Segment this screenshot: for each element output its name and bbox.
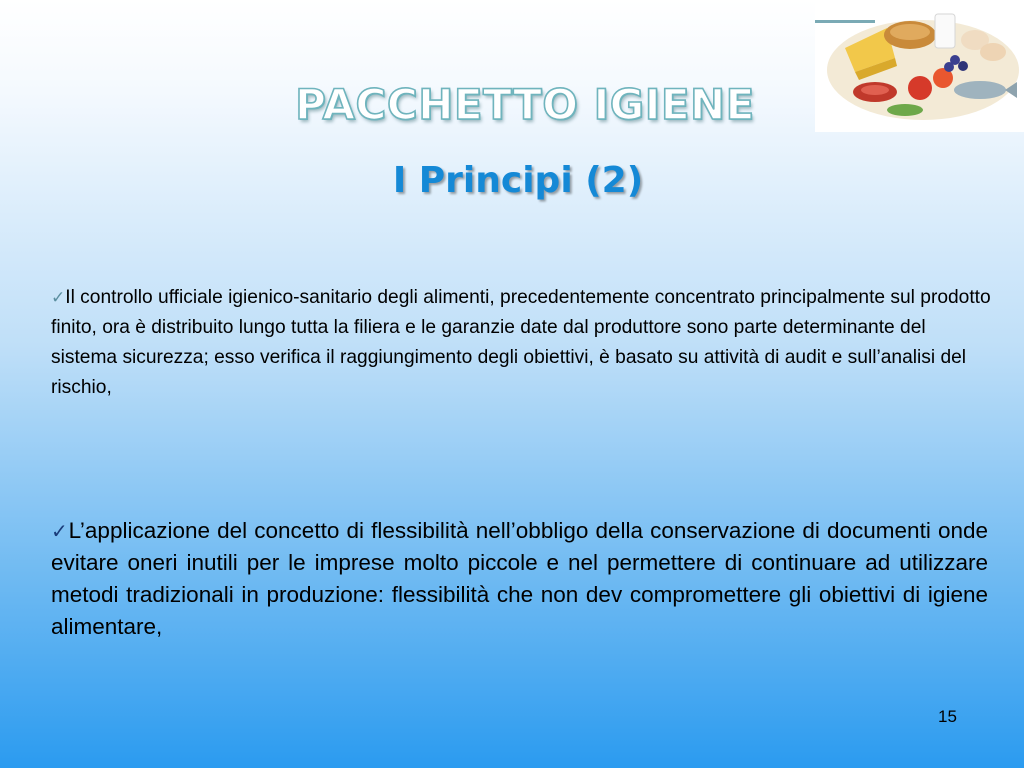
paragraph-2	[51, 515, 988, 643]
page-number: 15	[938, 707, 957, 726]
checkmark-icon: ✓	[51, 288, 66, 308]
paragraph-1	[51, 283, 991, 403]
paragraph-1-text: Il controllo ufficiale igienico-sanitario degli alimenti, precedentemente concentrato principalmente sul prodotto finito, ora è distribuito lungo tutta la filiera e le garanzie date dal produttore sono parte determinante del sistema sicurezza; esso verifica il raggiungimento degli obiettivi, è basato su attività di audit e sull’analisi del rischio,	[51, 287, 991, 398]
slide-title: PACCHETTO IGIENE	[295, 80, 755, 129]
slide-subtitle: I Principi (2)	[392, 160, 644, 201]
paragraph-2-text: L’applicazione del concetto di flessibilità nell’obbligo della conservazione di documenti onde evitare oneri inutili per le imprese molto piccole e nel permettere di continuare ad utilizzare metodi tradizionali in produzione: flessibilità che non dev compromettere gli obiettivi di igiene alimentare,	[51, 518, 988, 639]
checkmark-icon: ✓	[51, 519, 69, 543]
